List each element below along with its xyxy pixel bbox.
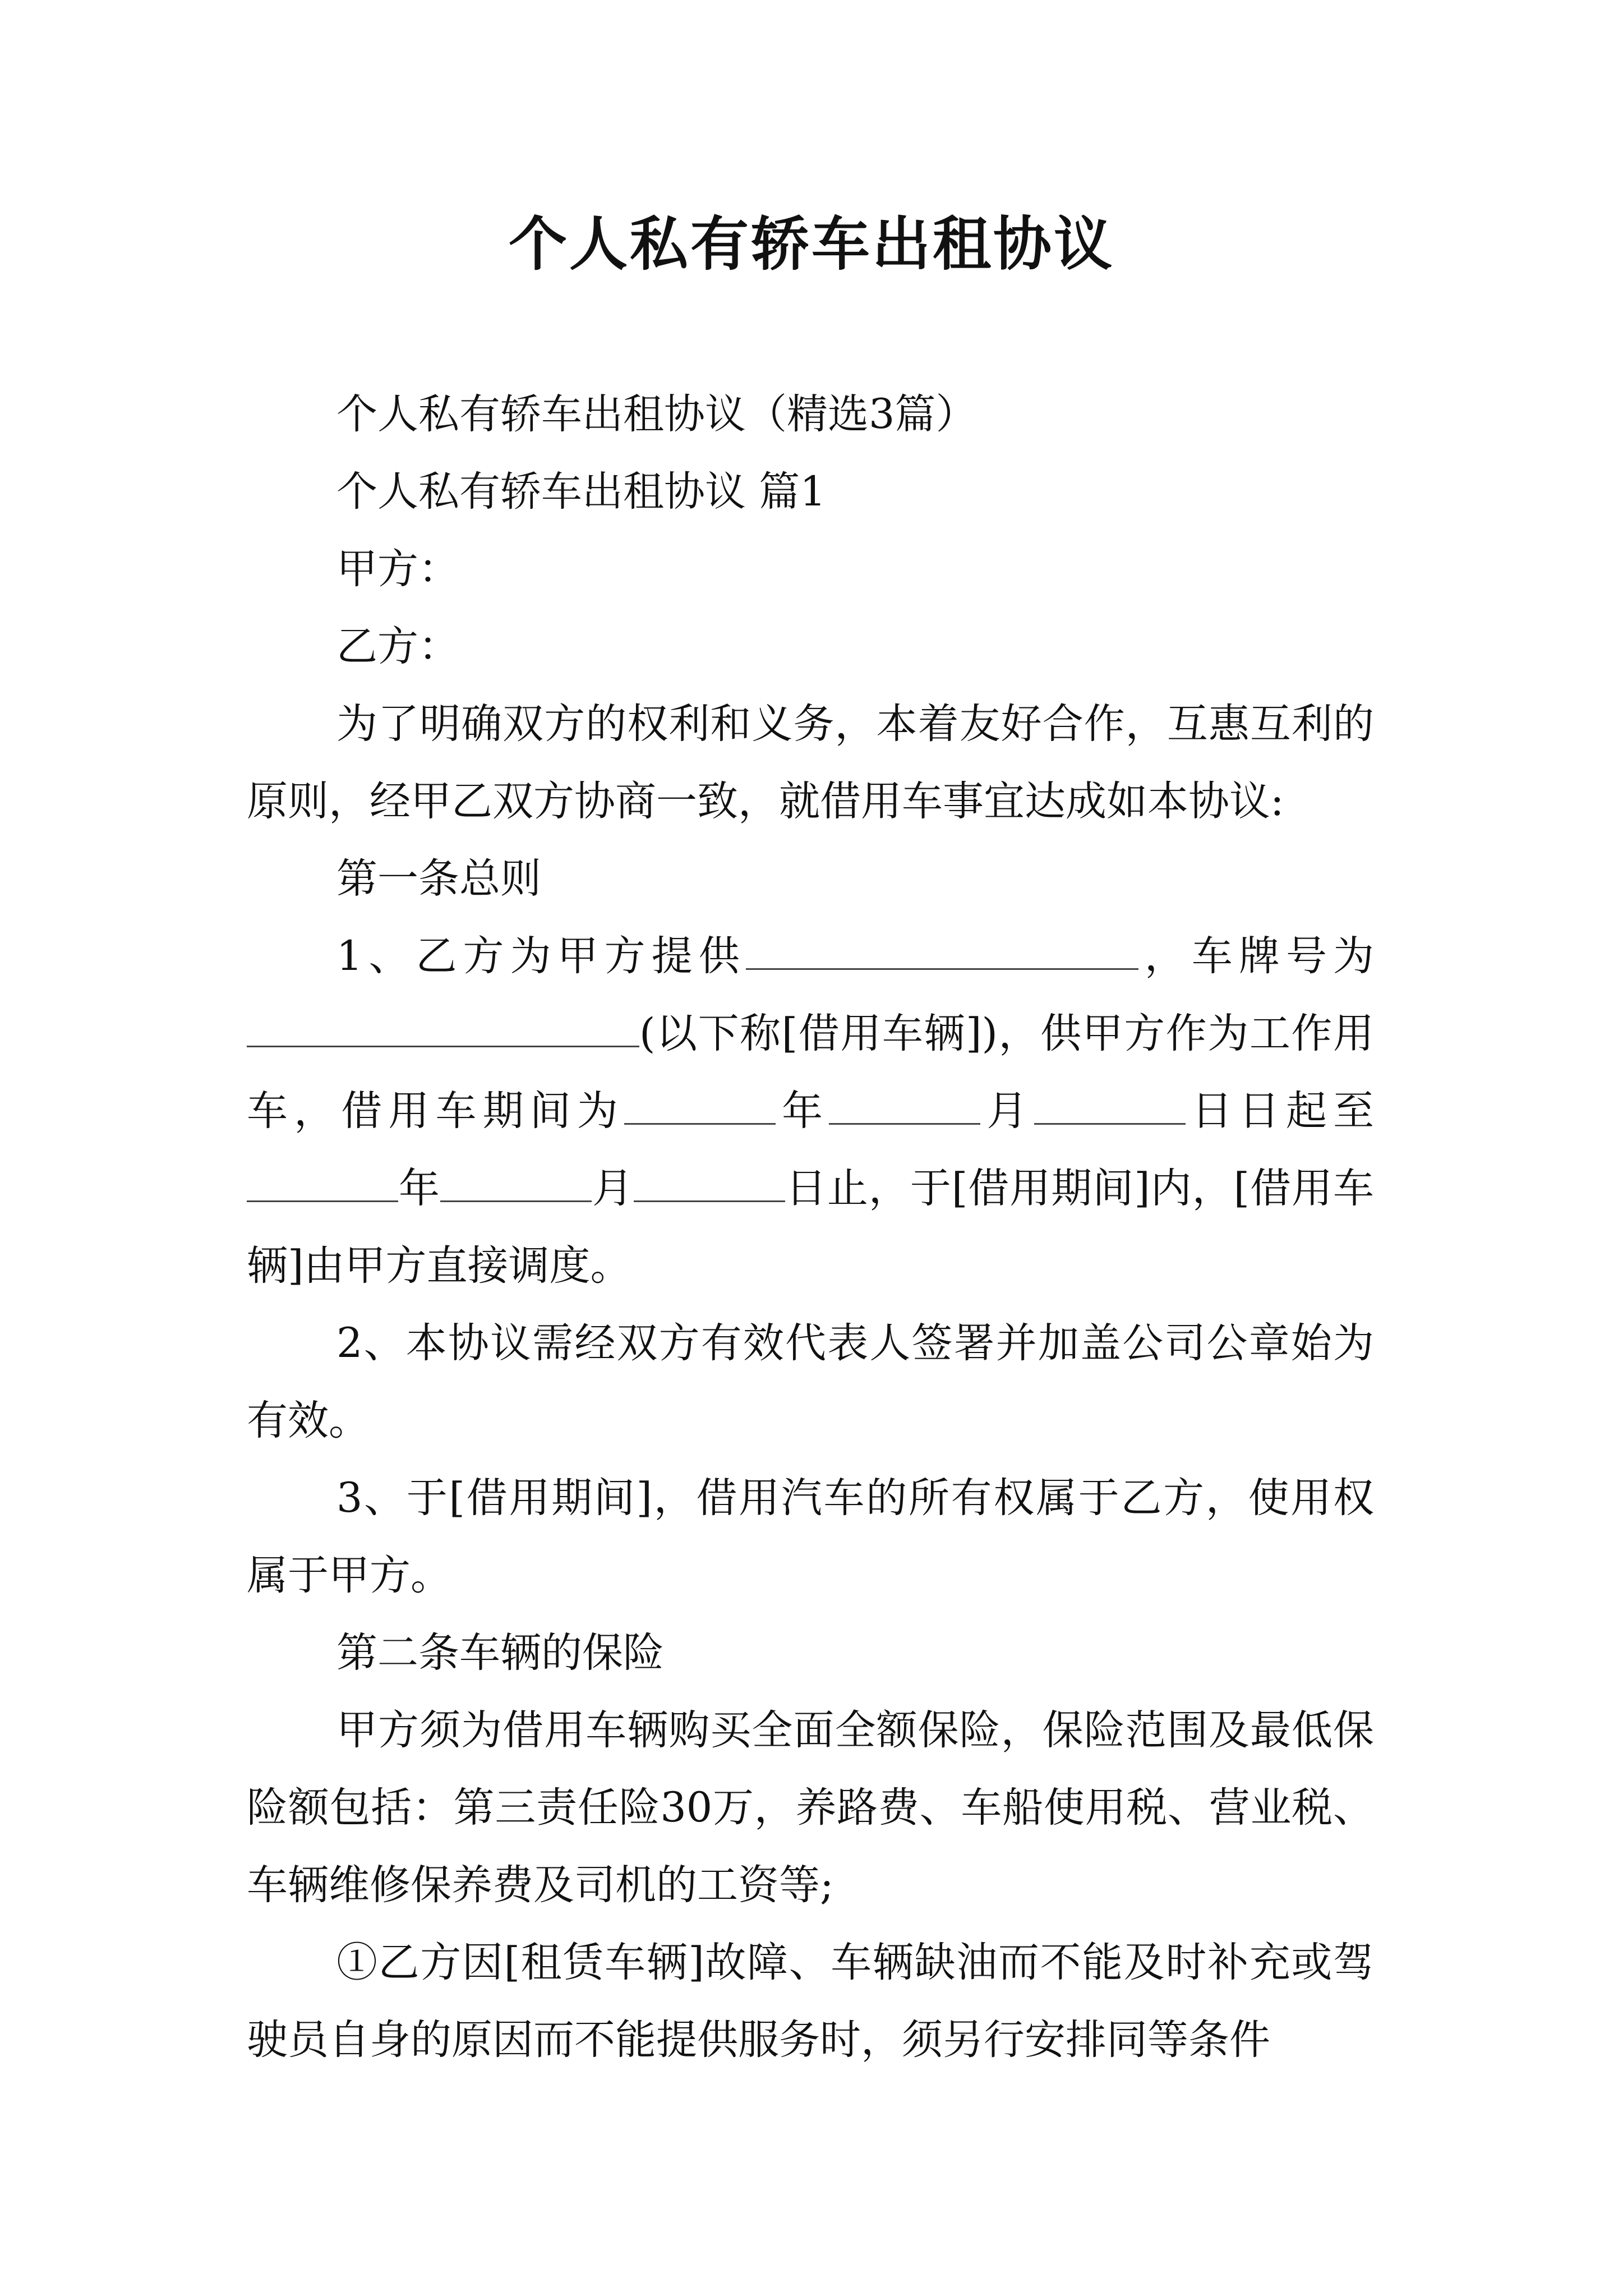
party-a-line: 甲方：	[336, 545, 459, 593]
end-year-blank	[247, 1166, 398, 1202]
article-2-heading: 第二条车辆的保险	[336, 1629, 664, 1677]
article-1-item-2: 2、本协议需经双方有效代表人签署并加盖公司公章始为有效。	[247, 1319, 1374, 1444]
intro-paragraph: 为了明确双方的权利和义务，本着友好合作，互惠互利的原则，经甲乙双方协商一致，就借用车事宜达成如本协议:	[247, 700, 1374, 825]
article-1-item-1	[247, 918, 1374, 1305]
start-month-blank	[829, 1088, 980, 1125]
start-day-blank	[1034, 1088, 1186, 1125]
article-1-heading: 第一条总则	[336, 855, 541, 903]
chapter-heading: 个人私有轿车出租协议 篇1	[336, 468, 826, 516]
article-2-paragraph-1: 甲方须为借用车辆购买全面全额保险，保险范围及最低保险额包括：第三责任险30万，养路费、车船使用税、营业税、车辆维修保养费及司机的工资等;	[247, 1706, 1374, 1909]
end-month-blank	[440, 1166, 592, 1202]
item-1-year-1: 年	[776, 1087, 829, 1135]
item-1-text-c: (以下称[借用车辆])，供甲方作为工作用车，借用车期间为	[247, 1010, 1374, 1135]
vehicle-blank	[746, 933, 1138, 970]
document-title: 个人私有轿车出租协议	[508, 210, 1114, 278]
article-1-item-3: 3、于[借用期间]，借用汽车的所有权属于乙方，使用权属于甲方。	[247, 1474, 1374, 1599]
item-1-month-2: 月	[591, 1165, 634, 1212]
item-1-text-end: 日止，于[借用期间]内，[借用车辆]由甲方直接调度。	[247, 1165, 1375, 1290]
start-year-blank	[624, 1088, 776, 1125]
item-1-text-b: ，车牌号为	[1138, 932, 1374, 980]
end-day-blank	[634, 1166, 785, 1202]
item-1-month-1: 月	[980, 1087, 1034, 1135]
item-1-text-a: 1、乙方为甲方提供	[336, 932, 746, 980]
item-1-day-1: 日日起至	[1185, 1087, 1374, 1135]
plate-number-blank	[247, 1011, 639, 1047]
article-2-paragraph-2: ①乙方因[租赁车辆]故障、车辆缺油而不能及时补充或驾驶员自身的原因而不能提供服务时，须另行安排同等条件	[247, 1939, 1374, 2064]
subtitle-line: 个人私有轿车出租协议（精选3篇）	[336, 390, 977, 438]
item-1-year-2: 年	[398, 1165, 440, 1212]
party-b-line: 乙方：	[336, 623, 459, 670]
document-body	[247, 376, 1374, 2079]
